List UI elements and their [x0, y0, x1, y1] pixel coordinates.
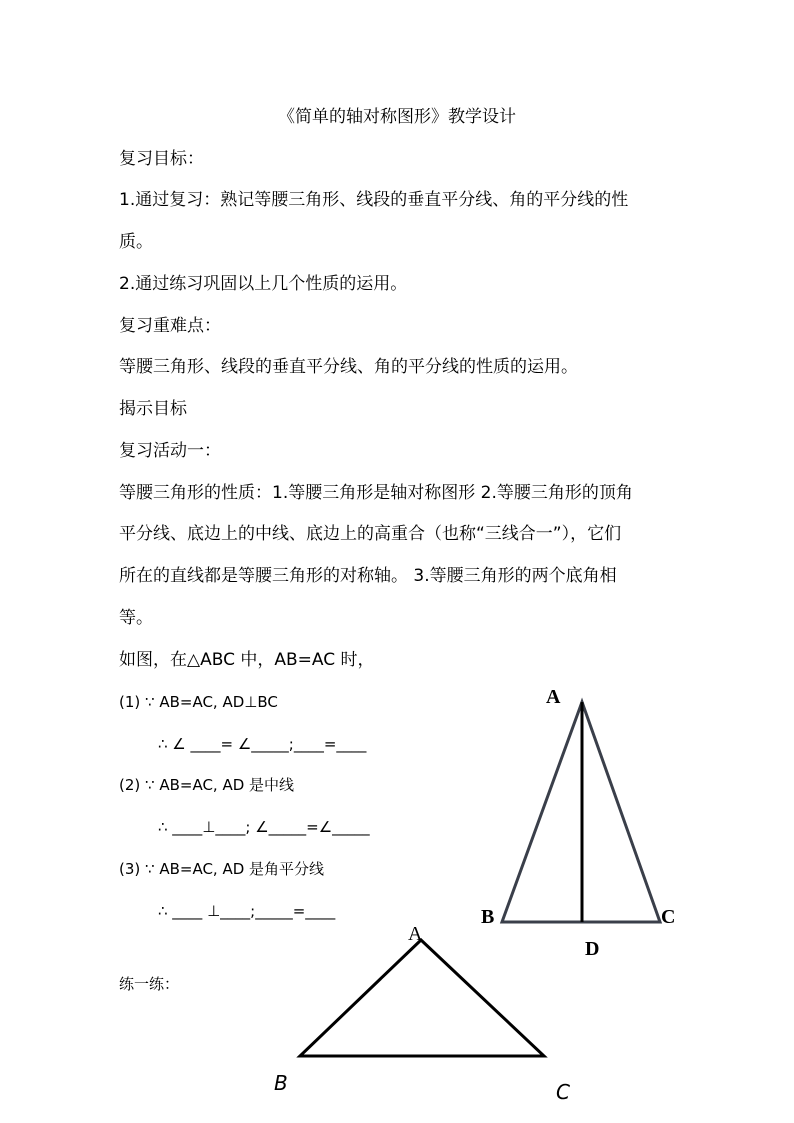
document-title: 《简单的轴对称图形》教学设计 — [278, 107, 516, 127]
property-line-1: 等腰三角形的性质：1.等腰三角形是轴对称图形 2.等腰三角形的顶角 — [119, 483, 633, 503]
key-heading: 复习重难点： — [119, 316, 221, 336]
figure-intro: 如图，在△ABC 中，AB=AC 时， — [119, 650, 375, 670]
reveal-goals: 揭示目标 — [119, 399, 187, 419]
property-line-2: 平分线、底边上的中线、底边上的高重合（也称“三线合一”），它们 — [119, 524, 622, 544]
practice-vertex-c: C — [556, 1080, 570, 1104]
item-3-condition: (3) ∵ AB=AC, AD 是角平分线 — [119, 860, 325, 878]
property-line-3: 所在的直线都是等腰三角形的对称轴。 3.等腰三角形的两个底角相 — [119, 566, 617, 586]
item-1-condition: (1) ∵ AB=AC, AD⊥BC — [119, 693, 278, 711]
practice-label: 练一练： — [119, 975, 180, 993]
vertex-label-a: A — [546, 686, 561, 708]
practice-triangle — [300, 940, 544, 1056]
item-3-result: ∴ ____ ⊥____;_____=____ — [158, 902, 336, 920]
goal-1-line-1: 1.通过复习：熟记等腰三角形、线段的垂直平分线、角的平分线的性 — [119, 190, 629, 210]
property-line-4: 等。 — [119, 608, 153, 628]
goal-1-line-2: 质。 — [119, 232, 153, 252]
item-2-condition: (2) ∵ AB=AC, AD 是中线 — [119, 776, 295, 794]
item-2-result: ∴ ____⊥____; ∠_____=∠_____ — [158, 818, 370, 836]
item-1-result: ∴ ∠ ____= ∠_____;____=____ — [158, 735, 367, 753]
practice-vertex-b: B — [274, 1071, 288, 1095]
foot-label-d: D — [585, 938, 600, 960]
key-text: 等腰三角形、线段的垂直平分线、角的平分线的性质的运用。 — [119, 357, 578, 377]
goal-heading: 复习目标： — [119, 149, 204, 169]
practice-vertex-a: A — [408, 923, 423, 945]
vertex-label-c: C — [661, 906, 676, 928]
vertex-label-b: B — [481, 906, 495, 928]
goal-2: 2.通过练习巩固以上几个性质的运用。 — [119, 274, 408, 294]
activity-heading: 复习活动一： — [119, 441, 221, 461]
